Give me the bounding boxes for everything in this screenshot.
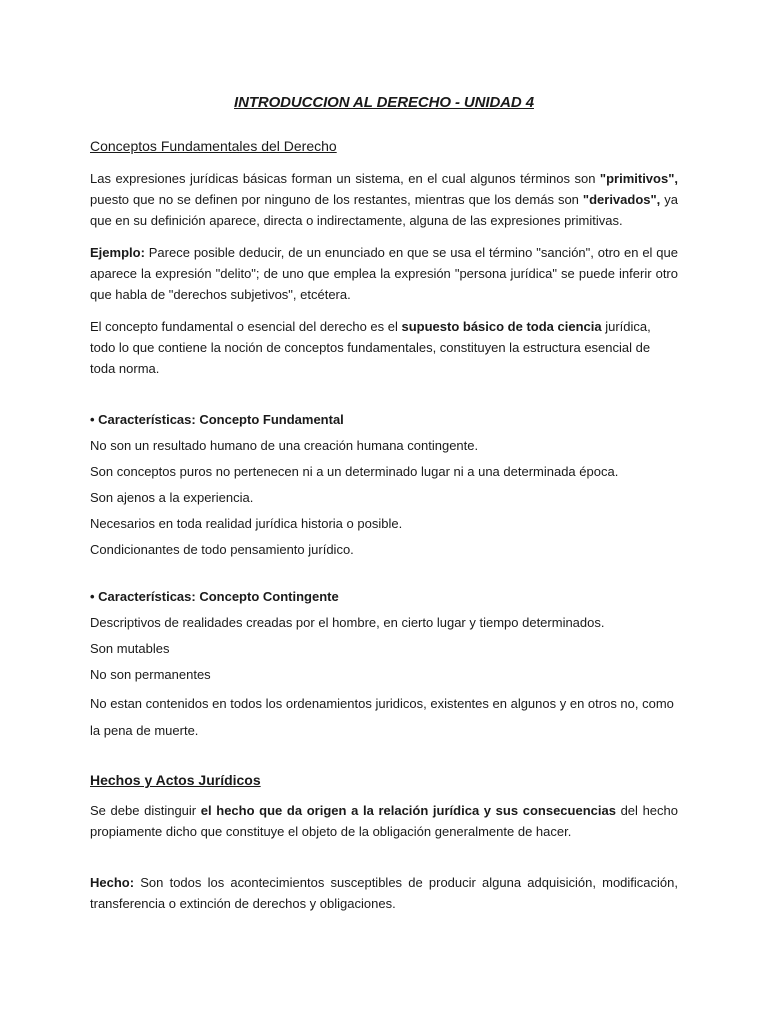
list-item: Son ajenos a la experiencia. [90, 490, 254, 505]
text-span: Son todos los acontecimientos susceptibles de producir alguna adquisición, modificación, transferencia o extinción de derechos y obligaciones. [90, 875, 678, 911]
bullet-heading-fundamental: • Características: Concepto Fundamental [90, 412, 344, 427]
bold-primitivos: "primitivos", [599, 171, 678, 186]
document-page [90, 94, 678, 914]
section-heading-conceptos: Conceptos Fundamentales del Derecho [90, 138, 337, 154]
document-title: INTRODUCCION AL DERECHO - UNIDAD 4 [234, 94, 534, 111]
text-span: puesto que no se definen por ninguno de los restantes, mientras que los demás son [90, 192, 583, 207]
list-item: Condicionantes de todo pensamiento jurídico. [90, 542, 354, 557]
paragraph-ejemplo [90, 242, 678, 305]
bold-supuesto-basico: supuesto básico de toda ciencia [401, 319, 602, 334]
list-item: Son conceptos puros no pertenecen ni a un determinado lugar ni a una determinada época. [90, 464, 619, 479]
label-hecho: Hecho: [90, 875, 135, 890]
paragraph-distinguir [90, 800, 678, 842]
list-item: No son un resultado humano de una creación humana contingente. [90, 438, 479, 453]
text-span: del hecho propiamente dicho que constituye el objeto de la obligación generalmente de hacer. [90, 803, 678, 839]
paragraph-concepto-fundamental [90, 316, 678, 379]
text-span: El concepto fundamental o esencial del derecho es el [90, 319, 402, 334]
text-span: Las expresiones jurídicas básicas forman un sistema, en el cual algunos términos son [90, 171, 600, 186]
list-item: Necesarios en toda realidad jurídica historia o posible. [90, 516, 403, 531]
text-span: Parece posible deducir, de un enunciado en que se usa el término "sanción", otro en el que aparece la expresión "delito"; de uno que emplea la expresión "persona jurídica" se puede inferir otro que habla de "derechos subjetivos", etcétera. [90, 245, 678, 302]
bullet-heading-contingente: • Características: Concepto Contingente [90, 589, 339, 604]
bold-derivados: "derivados", [582, 192, 661, 207]
list-item: Descriptivos de realidades creadas por el hombre, en cierto lugar y tiempo determinados. [90, 615, 605, 630]
paragraph-hecho [90, 872, 678, 914]
list-item: No son permanentes [90, 667, 211, 682]
text-span: ya que en su definición aparece, directa o indirectamente, alguna de las expresiones primitivas. [90, 192, 679, 228]
list-item: Son mutables [90, 641, 170, 656]
section-heading-hechos: Hechos y Actos Jurídicos [90, 772, 261, 788]
list-item: No estan contenidos en todos los ordenamientos juridicos, existentes en algunos y en otros no, como la pena de muerte. [90, 696, 674, 738]
text-span: Se debe distinguir [90, 803, 201, 818]
paragraph-expresiones [90, 168, 678, 231]
label-ejemplo: Ejemplo: [90, 245, 145, 260]
bold-hecho-origen: el hecho que da origen a la relación jurídica y sus consecuencias [200, 803, 616, 818]
text-span: jurídica, todo lo que contiene la noción de conceptos fundamentales, constituyen la estructura esencial de toda norma. [90, 319, 651, 376]
